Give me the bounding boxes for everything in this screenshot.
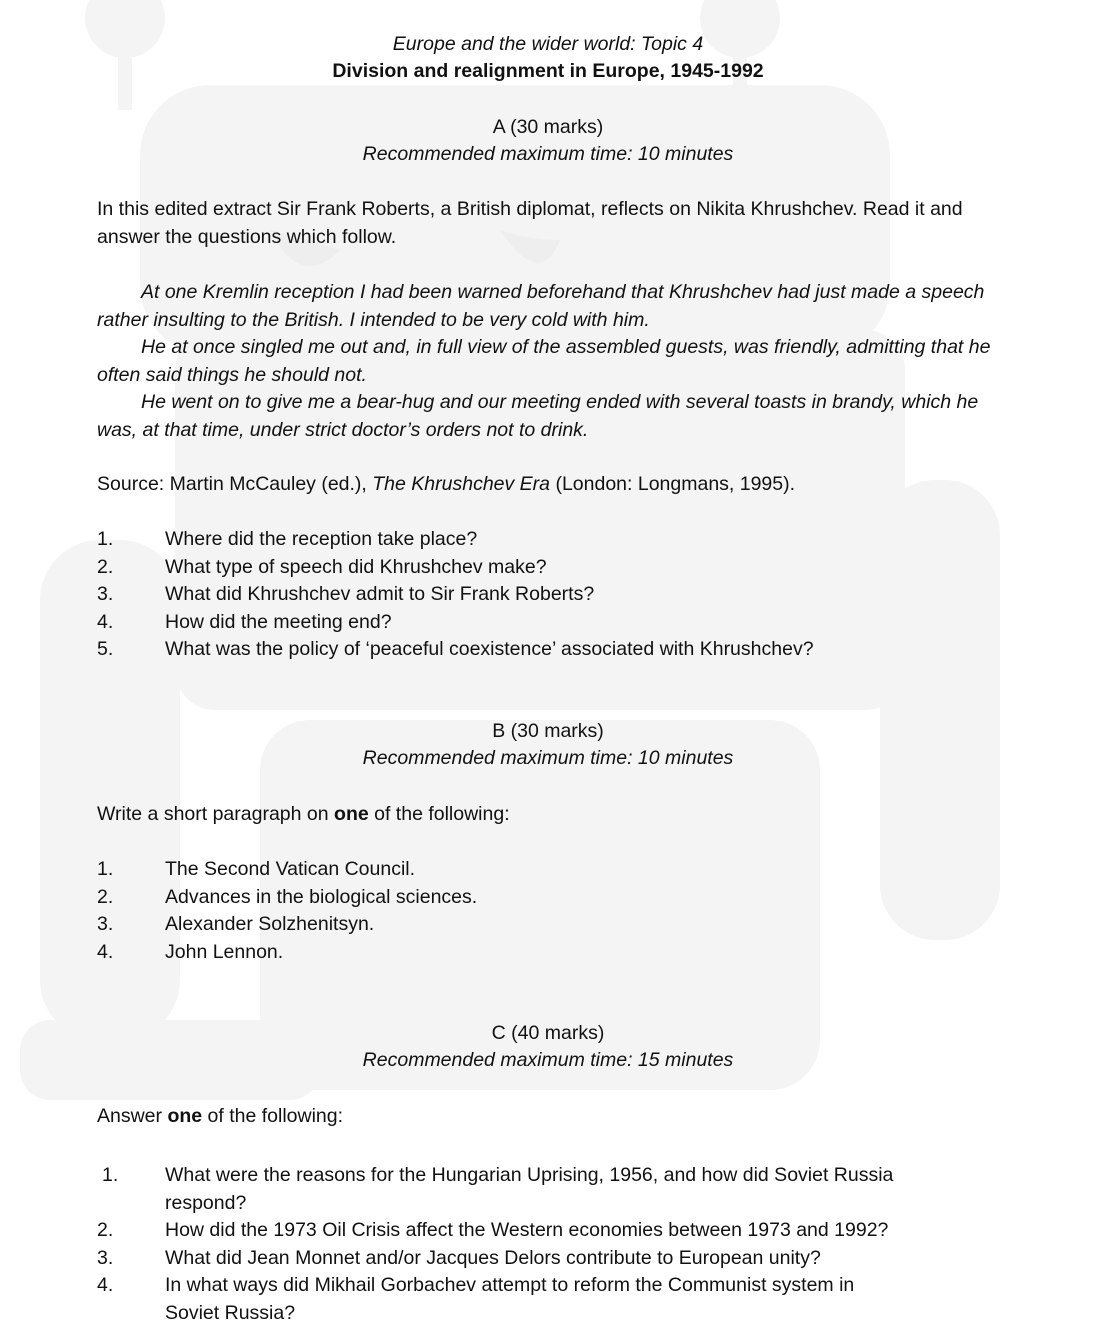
item-text: What type of speech did Khrushchev make? (165, 555, 547, 578)
list-item (97, 856, 997, 884)
intro-emphasis: one (167, 1105, 203, 1127)
item-number: 2. (97, 885, 114, 908)
item-text: What did Khrushchev admit to Sir Frank Roberts? (165, 583, 595, 605)
item-text: In what ways did Mikhail Gorbachev attempt to reform the Communist system in Soviet Russia? (165, 1274, 855, 1324)
item-text: The Second Vatican Council. (165, 858, 416, 880)
section-b-intro (97, 801, 997, 829)
item-number: 3. (97, 583, 114, 605)
section-a-time: Recommended maximum time: 10 minutes (362, 143, 734, 165)
list-item (97, 636, 997, 664)
item-text: John Lennon. (165, 940, 284, 963)
item-text: What were the reasons for the Hungarian Uprising, 1956, and how did Soviet Russia respond? (165, 1164, 894, 1214)
intro-text: of the following: (368, 803, 510, 825)
extract-paragraph: At one Kremlin reception I had been warned beforehand that Khrushchev had just made a speech rather insulting to the British. I intended to be very cold with him. (97, 281, 985, 331)
list-item (97, 526, 997, 554)
intro-text: Write a short paragraph on (97, 803, 335, 825)
section-c-items (97, 1162, 897, 1327)
item-number: 4. (97, 1274, 114, 1296)
item-text: How did the 1973 Oil Crisis affect the Western economies between 1973 and 1992? (165, 1219, 889, 1241)
item-number: 1. (97, 858, 114, 880)
intro-text: of the following: (202, 1105, 344, 1127)
intro-emphasis: one (334, 803, 369, 825)
item-number: 4. (97, 940, 114, 963)
intro-text: Answer (97, 1105, 168, 1127)
section-b-heading: B (30 marks) (492, 720, 604, 742)
item-text: How did the meeting end? (165, 610, 392, 633)
item-number: 5. (97, 638, 114, 660)
list-item (97, 1272, 897, 1327)
source-citation (97, 471, 997, 499)
extract-paragraph: He went on to give me a bear-hug and our meeting ended with several toasts in brandy, which he was, at that time, under strict doctor’s orders not to drink. (97, 391, 979, 441)
section-b-time: Recommended maximum time: 10 minutes (362, 747, 734, 769)
item-text: Alexander Solzhenitsyn. (165, 913, 375, 935)
item-text: Advances in the biological sciences. (165, 885, 478, 908)
list-item (97, 581, 997, 609)
source-book-title: The Khrushchev Era (372, 473, 551, 495)
page-title: Division and realignment in Europe, 1945-1992 (332, 60, 764, 82)
item-text: What did Jean Monnet and/or Jacques Delors contribute to European unity? (165, 1246, 821, 1269)
item-number: 1. (102, 1164, 119, 1186)
list-item (97, 1245, 897, 1273)
item-text: Where did the reception take place? (165, 528, 478, 550)
item-text: What was the policy of ‘peaceful coexistence’ associated with Khrushchev? (165, 638, 814, 660)
item-number: 1. (97, 528, 114, 550)
section-a-heading: A (30 marks) (492, 116, 604, 138)
section-c-time: Recommended maximum time: 15 minutes (362, 1049, 734, 1071)
list-item (97, 884, 997, 912)
list-item (97, 1217, 897, 1245)
section-b-items (97, 856, 997, 966)
list-item (97, 911, 997, 939)
item-number: 3. (97, 913, 114, 935)
extract-paragraph: He at once singled me out and, in full view of the assembled guests, was friendly, admitting that he often said things he should not. (97, 336, 991, 386)
list-item (97, 1162, 897, 1217)
source-suffix: (London: Longmans, 1995). (550, 473, 796, 495)
list-item (97, 554, 997, 582)
source-extract (97, 279, 997, 444)
item-number: 2. (97, 555, 114, 578)
section-a-intro: In this edited extract Sir Frank Roberts, a British diplomat, reflects on Nikita Khrushchev. Read it and answer the questions which follow. (97, 198, 963, 248)
section-c-heading: C (40 marks) (491, 1022, 605, 1044)
item-number: 3. (97, 1246, 114, 1269)
list-item (97, 609, 997, 637)
section-c-intro (97, 1103, 997, 1131)
list-item (97, 939, 997, 967)
section-a-questions (97, 526, 997, 664)
item-number: 4. (97, 610, 114, 633)
item-number: 2. (97, 1219, 114, 1241)
source-prefix: Source: Martin McCauley (ed.), (97, 473, 373, 495)
topic-subtitle: Europe and the wider world: Topic 4 (392, 33, 704, 55)
